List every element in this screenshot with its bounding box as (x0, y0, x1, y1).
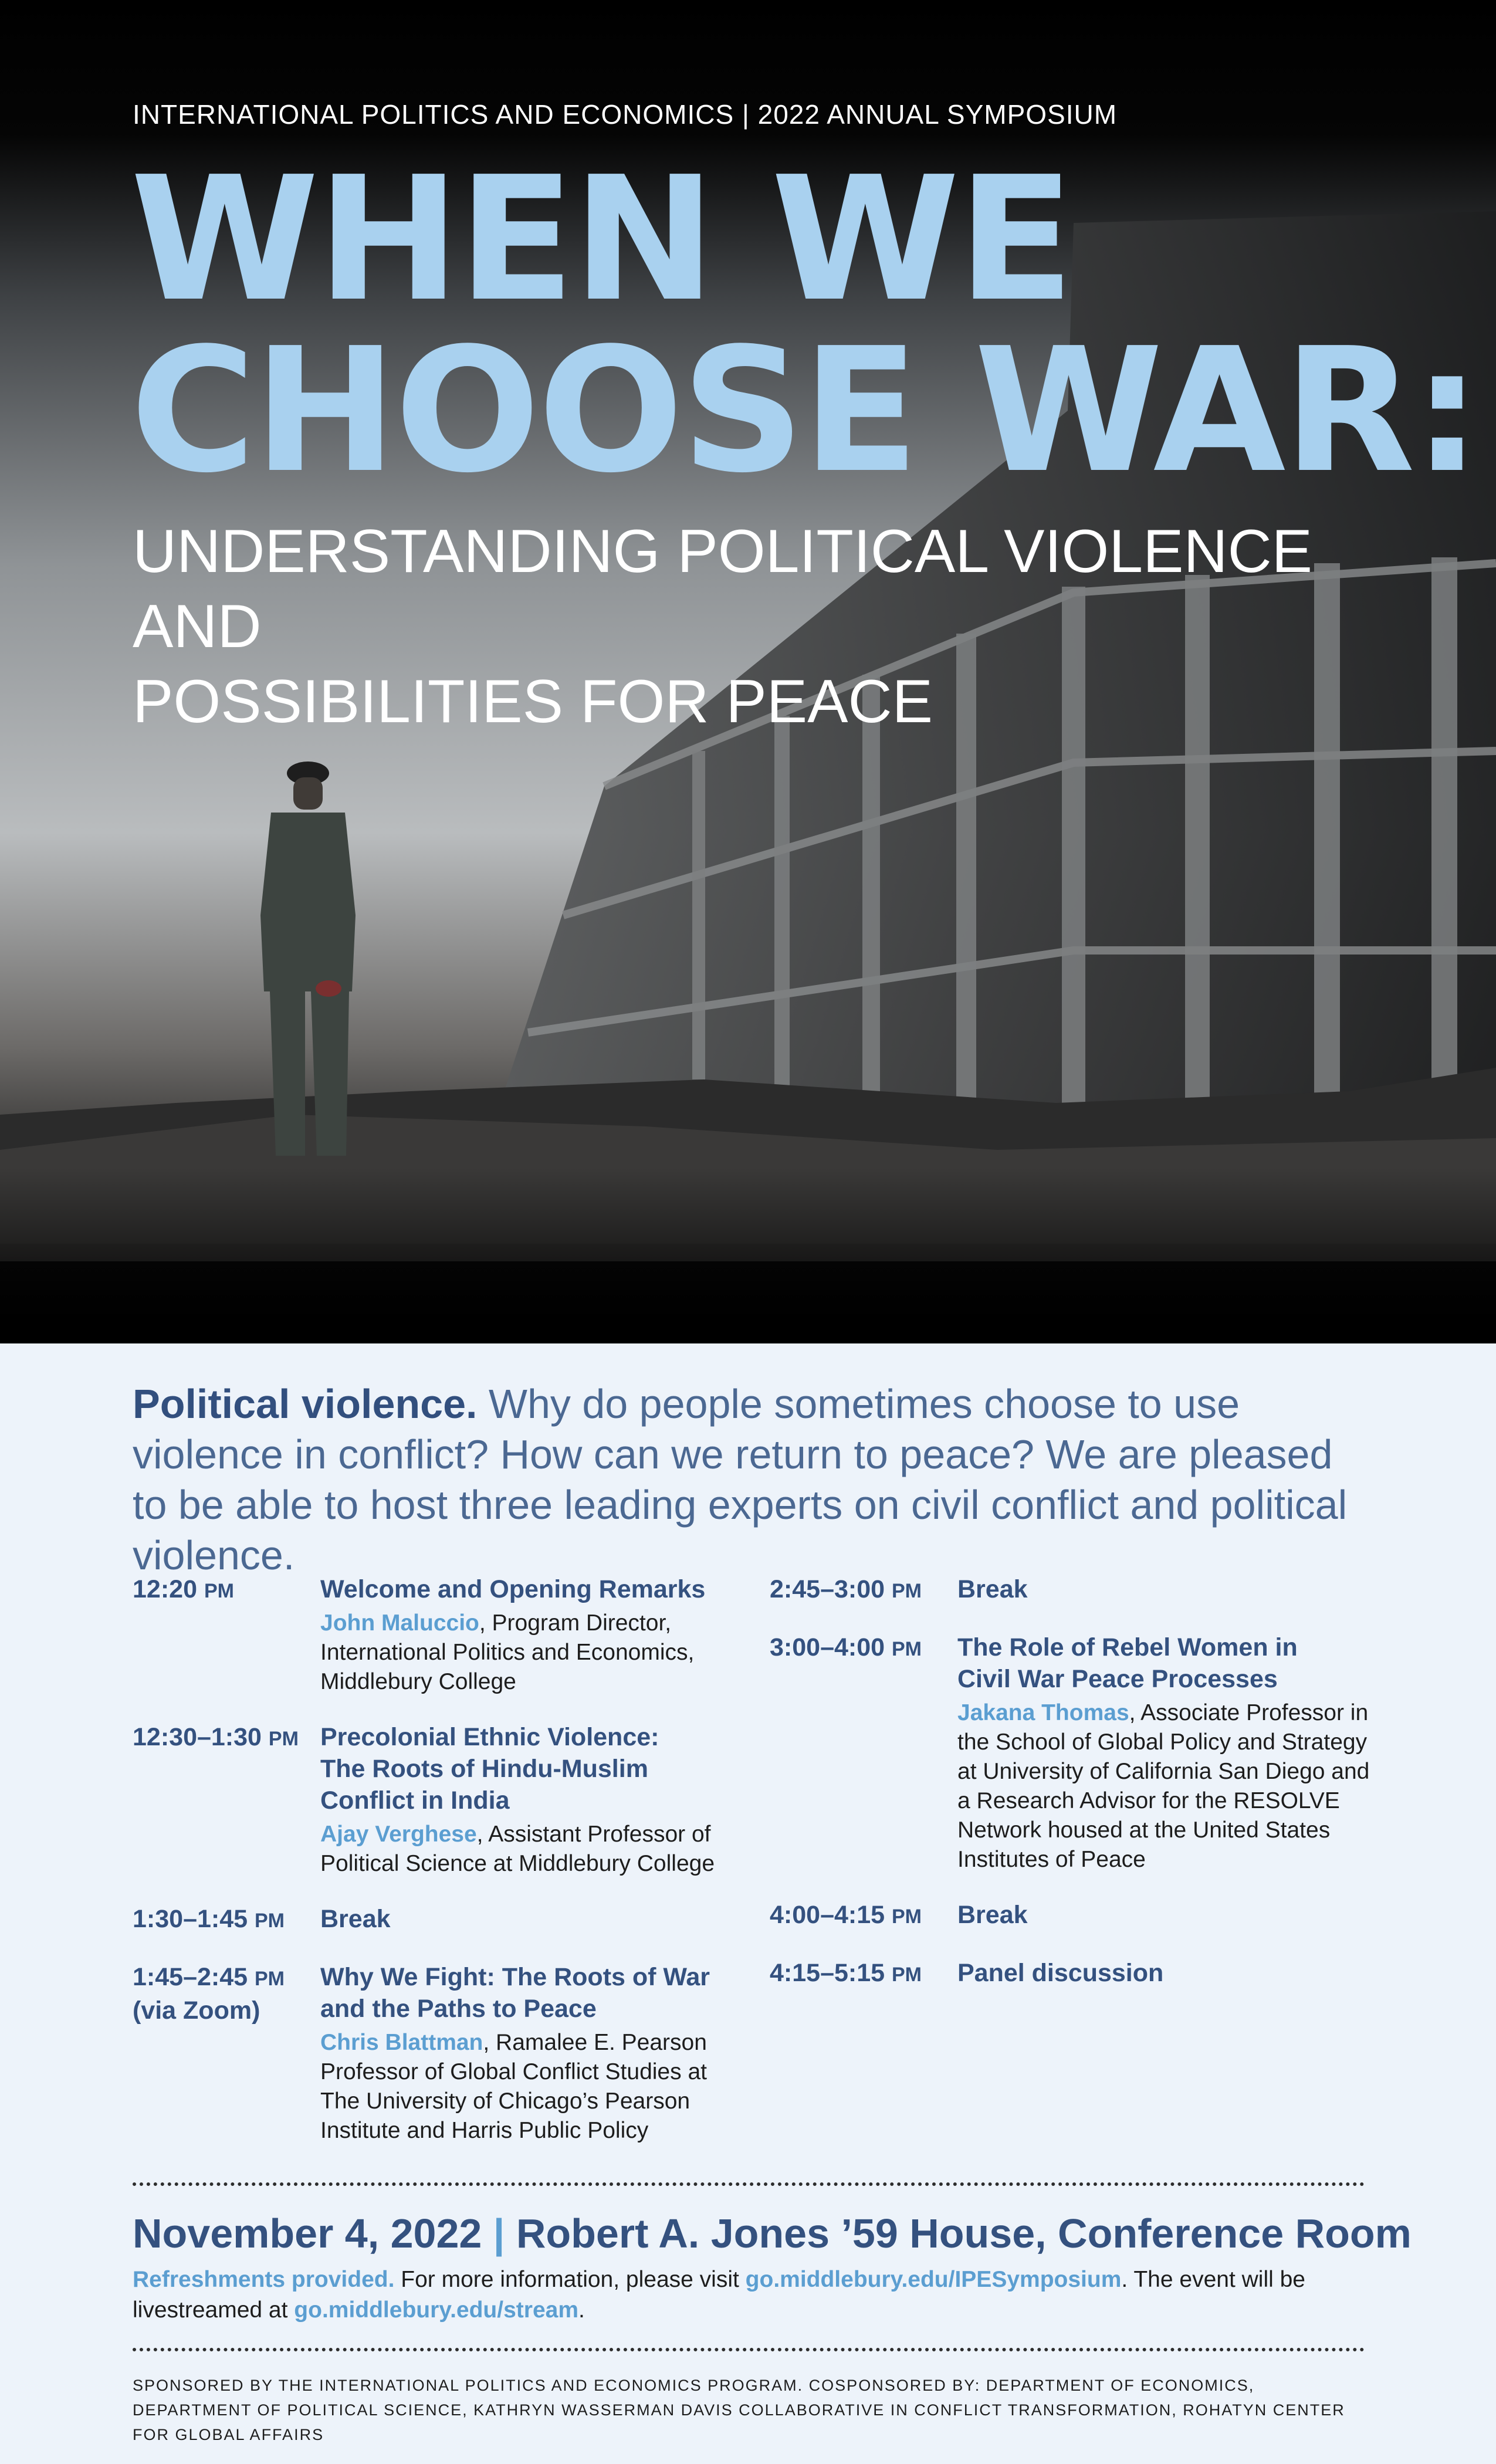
event-details (0, 1343, 1496, 2464)
refreshments-note: Refreshments provided. (133, 2267, 395, 2292)
event-subtitle (133, 514, 1423, 739)
schedule-item (770, 1957, 1386, 1991)
schedule-info (957, 1632, 1386, 1874)
schedule-item (133, 1961, 743, 2145)
session-title: The Role of Rebel Women in Civil War Peace Processes (957, 1633, 1298, 1693)
intro-lead: Political violence. (133, 1381, 478, 1427)
session-title: Precolonial Ethnic Violence: The Roots of Hindu-Muslim Conflict in India (320, 1723, 659, 1815)
schedule-time: 2:45–3:00 PM (770, 1575, 922, 1603)
speaker-bio: John Maluccio, Program Director, International Politics and Economics, Middlebury College (320, 1610, 695, 1694)
schedule-time: 4:00–4:15 PM (770, 1901, 922, 1929)
schedule-time: 1:30–1:45 PM (133, 1905, 285, 1933)
dotted-divider (133, 2348, 1365, 2351)
speaker-name[interactable]: John Maluccio (320, 1610, 479, 1636)
schedule-item (133, 1573, 743, 1697)
schedule-note: (via Zoom) (133, 1996, 260, 2025)
event-date: November 4, 2022 (133, 2211, 493, 2256)
schedule-info (957, 1899, 1386, 1932)
schedule-left-column (133, 1573, 743, 2170)
schedule-item (133, 1721, 743, 1879)
schedule-time: 4:15–5:15 PM (770, 1959, 922, 1987)
schedule-item (770, 1899, 1386, 1932)
schedule-time: 1:45–2:45 PM (via Zoom) (133, 1961, 320, 2145)
schedule-info (957, 1957, 1386, 1991)
event-subtitle-line-1: UNDERSTANDING POLITICAL VIOLENCE AND (133, 517, 1313, 661)
schedule-info (320, 1903, 743, 1937)
session-title: Break (320, 1905, 391, 1933)
speaker-name[interactable]: Ajay Verghese (320, 1822, 477, 1847)
speaker-bio: Chris Blattman, Ramalee E. Pearson Professor of Global Conflict Studies at The University of Chicago’s Pearson Institute and Harris Public Policy (320, 2030, 707, 2143)
intro-paragraph (133, 1379, 1376, 1580)
event-kicker: INTERNATIONAL POLITICS AND ECONOMICS | 2022 ANNUAL SYMPOSIUM (133, 99, 1118, 130)
schedule-time: 3:00–4:00 PM (770, 1633, 922, 1661)
session-title: Panel discussion (957, 1959, 1164, 1987)
date-and-venue (133, 2209, 1423, 2258)
speaker-name[interactable]: Chris Blattman (320, 2030, 483, 2055)
event-title (130, 140, 1480, 510)
intro-text: Why do people sometimes choose to use violence in conflict? How can we return to peace? We are pleased to be able to host three leading experts on civil conflict and political violence. (133, 1381, 1348, 1578)
schedule-right-column (770, 1573, 1386, 2015)
event-subtitle-line-2: POSSIBILITIES FOR PEACE (133, 668, 933, 736)
event-location: Robert A. Jones ’59 House, Conference Room (505, 2211, 1412, 2256)
livestream-link[interactable]: go.middlebury.edu/stream (294, 2297, 578, 2323)
schedule-item (770, 1632, 1386, 1874)
schedule-item (133, 1903, 743, 1937)
session-title: Break (957, 1901, 1028, 1929)
schedule-time: 12:20 PM (133, 1575, 234, 1603)
schedule-info (320, 1573, 743, 1697)
schedule-time: 12:30–1:30 PM (133, 1723, 299, 1751)
dotted-divider (133, 2182, 1365, 2186)
speaker-name[interactable]: Jakana Thomas (957, 1700, 1129, 1725)
schedule-info (957, 1573, 1386, 1607)
symposium-link[interactable]: go.middlebury.edu/IPESymposium (745, 2267, 1122, 2292)
venue-separator: | (493, 2211, 505, 2256)
session-title: Welcome and Opening Remarks (320, 1575, 706, 1603)
speaker-bio: Jakana Thomas, Associate Professor in the School of Global Policy and Strategy at University of California San Diego and a Research Advisor for the RESOLVE Network housed at the United States Institutes of Peace (957, 1700, 1370, 1872)
schedule-item (770, 1573, 1386, 1607)
session-title: Break (957, 1575, 1028, 1603)
event-title-line-2: CHOOSE WAR: (130, 311, 1480, 510)
schedule-info (320, 1961, 743, 2145)
sponsors-footer: SPONSORED BY THE INTERNATIONAL POLITICS AND ECONOMICS PROGRAM. COSPONSORED BY: DEPARTMENT OF ECONOMICS, DEPARTMENT OF POLITICAL SCIENCE, KATHRYN WASSERMAN DAVIS COLLABORATIVE IN CONFLICT TRANSFORMATION, ROHATYN CENTER FOR GLOBAL AFFAIRS (133, 2377, 1345, 2443)
schedule-info (320, 1721, 743, 1879)
session-title: Why We Fight: The Roots of War and the Paths to Peace (320, 1963, 710, 2023)
speaker-bio: Ajay Verghese, Assistant Professor of Political Science at Middlebury College (320, 1822, 715, 1876)
event-title-line-1: WHEN WE (130, 140, 1072, 339)
more-info: Refreshments provided. For more information, please visit go.middlebury.edu/IPESymposium. The event will be livestreamed at go.middlebury.edu/stream. (133, 2267, 1305, 2323)
